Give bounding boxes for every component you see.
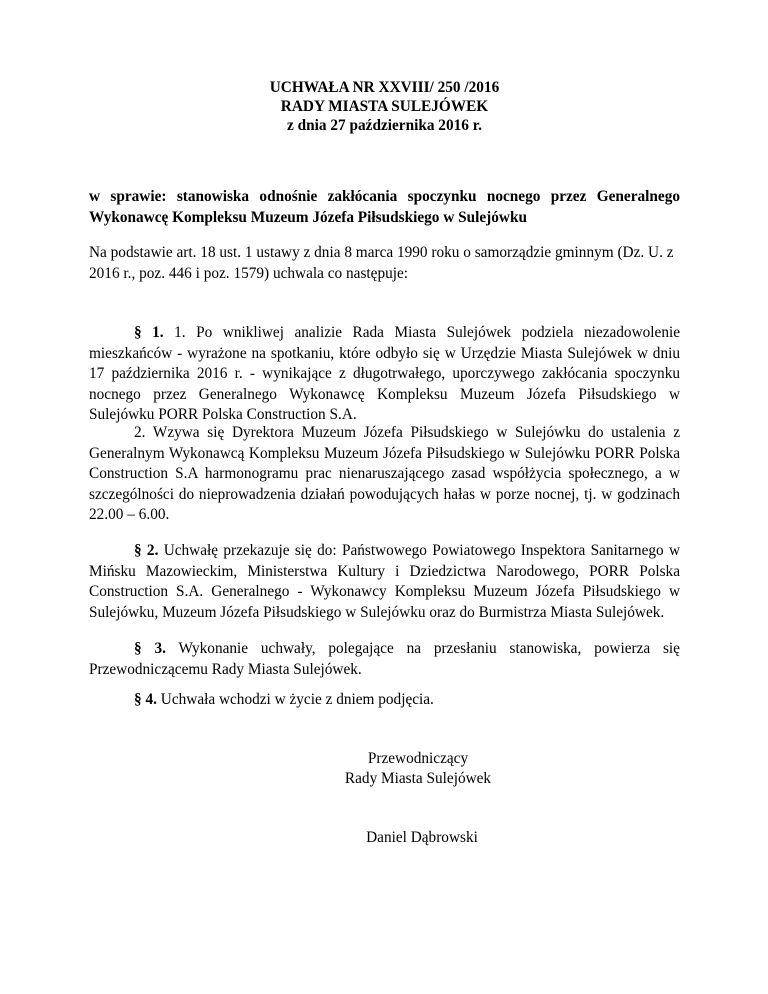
section-3-mark: § 3. — [134, 640, 166, 657]
council-name: RADY MIASTA SULEJÓWEK — [280, 98, 489, 115]
resolution-number: UCHWAŁA NR XXVIII/ 250 /2016 — [269, 79, 500, 96]
signer-name: Daniel Dąbrowski — [366, 829, 478, 846]
resolution-date: z dnia 27 października 2016 r. — [287, 117, 482, 134]
signature-role: Przewodniczący — [367, 750, 469, 767]
section-3-text: Wykonanie uchwały, polegające na przesłaniu stanowiska, powierza się Przewodniczącemu Rady Miasta Sulejówek. — [89, 640, 680, 678]
section-2-text: Uchwałę przekazuje się do: Państwowego Powiatowego Inspektora Sanitarnego w Mińsku Mazowieckim, Ministerstwa Kultury i Dziedzictwa Narodowego, PORR Polska Construction S.A. Generalnego - Wykonawcy Kompleksu Muzeum Józefa Piłsudskiego w Sulejówku, Muzeum Józefa Piłsudskiego w Sulejówku oraz do Burmistrza Miasta Sulejówek. — [89, 542, 680, 621]
section-1-text-2: 2. Wzywa się Dyrektora Muzeum Józefa Piłsudskiego w Sulejówku do ustalenia z Generalnym Wykonawcą Kompleksu Muzeum Józefa Piłsudskiego w Sulejówku PORR Polska Construction S.A harmonogramu prac nienaruszającego zasad współżycia społecznego, a w szczególności do nieprowadzenia działań powodujących hałas w porze nocnej, tj. w godzinach 22.00 – 6.00. — [89, 424, 680, 523]
section-2-paragraph — [89, 541, 680, 623]
section-1-paragraph-2 — [89, 423, 680, 526]
legal-basis: Na podstawie art. 18 ust. 1 ustawy z dnia 8 marca 1990 roku o samorządzie gminnym (Dz. U. z 2016 r., poz. 446 i poz. 1579) uchwala co następuje: — [89, 244, 674, 282]
section-1-text-1: 1. Po wnikliwej analizie Rada Miasta Sulejówek podziela niezadowolenie mieszkańców - wyrażone na spotkaniu, które odbyło się w Urzędzie Miasta Sulejówek w dniu 17 października 2016 r. - wynikające z długotrwałego, uporczywego zakłócania spoczynku nocnego przez Generalnego Wykonawcę Kompleksu Muzeum Józefa Piłsudskiego w Sulejówku PORR Polska Construction S.A. — [89, 324, 681, 423]
section-3-paragraph — [89, 639, 680, 680]
resolution-subject: w sprawie: stanowiska odnośnie zakłócania spoczynku nocnego przez Generalnego Wykonawcę Kompleksu Muzeum Józefa Piłsudskiego w Sulejówku — [89, 188, 680, 226]
section-1-paragraph-1 — [89, 323, 680, 426]
section-4-text: Uchwała wchodzi w życie z dniem podjęcia. — [160, 691, 434, 708]
signature-block — [328, 749, 508, 789]
section-2-mark: § 2. — [134, 542, 159, 559]
document-header — [89, 78, 680, 135]
section-1-mark: § 1. — [134, 324, 164, 341]
section-4-paragraph — [89, 690, 680, 711]
section-4-mark: § 4. — [134, 691, 157, 708]
signature-body: Rady Miasta Sulejówek — [344, 770, 492, 787]
